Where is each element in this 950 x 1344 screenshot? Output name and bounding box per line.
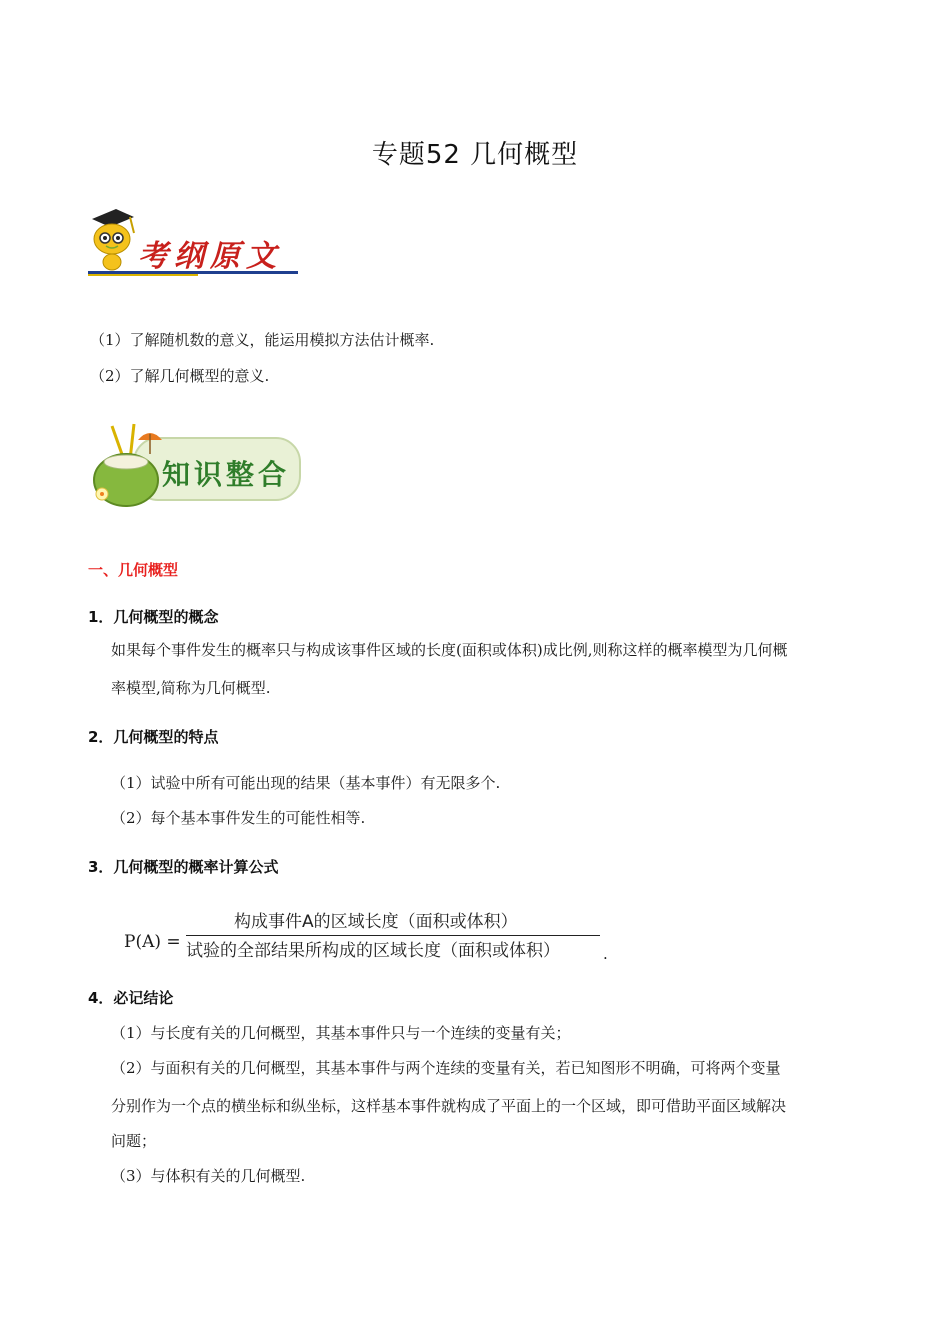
page-title: 专题52 几何概型 [371, 140, 579, 170]
formula-numerator: 构成事件A的区域长度（面积或体积） [234, 912, 518, 932]
section-heading-1: 一、几何概型 [88, 561, 179, 579]
point4-item-2-line2: 分别作为一个点的横坐标和纵坐标，这样基本事件就构成了平面上的一个区域，即可借助平面区域解决 [111, 1097, 787, 1115]
point4-item-3: （3）与体积有关的几何概型. [111, 1167, 306, 1185]
point3-heading: 3．几何概型的概率计算公式 [88, 858, 279, 876]
point4-heading: 4．必记结论 [88, 989, 174, 1007]
banner-zhishi [86, 420, 304, 510]
point1-line2: 率模型,简称为几何概型. [111, 679, 271, 697]
formula-period: . [603, 945, 608, 963]
formula-denominator: 试验的全部结果所构成的区域长度（面积或体积） [186, 941, 560, 961]
point4-item-2-line3: 问题； [111, 1132, 157, 1150]
point4-item-2-line1: （2）与面积有关的几何概型，其基本事件与两个连续的变量有关，若已知图形不明确，可将两个变量 [111, 1059, 781, 1077]
banner-zhishi-text: 知识整合 [162, 458, 291, 491]
formula-lhs: P(A) = [124, 932, 181, 952]
point4-item-1: （1）与长度有关的几何概型，其基本事件只与一个连续的变量有关； [111, 1024, 571, 1042]
probability-formula [124, 905, 614, 965]
point1-line1: 如果每个事件发生的概率只与构成该事件区域的长度(面积或体积)成比例,则称这样的概率模型为几何概 [111, 641, 788, 659]
kaogang-item-2: （2）了解几何概型的意义. [90, 367, 270, 385]
banner-kaogang-text: 考纲原文 [138, 239, 282, 274]
point2-item-1: （1）试验中所有可能出现的结果（基本事件）有无限多个. [111, 774, 501, 792]
point2-heading: 2．几何概型的特点 [88, 728, 219, 746]
banner-kaogang [86, 205, 300, 280]
kaogang-item-1: （1）了解随机数的意义，能运用模拟方法估计概率. [90, 331, 435, 349]
point1-heading: 1．几何概型的概念 [88, 608, 219, 626]
point2-item-2: （2）每个基本事件发生的可能性相等. [111, 809, 366, 827]
